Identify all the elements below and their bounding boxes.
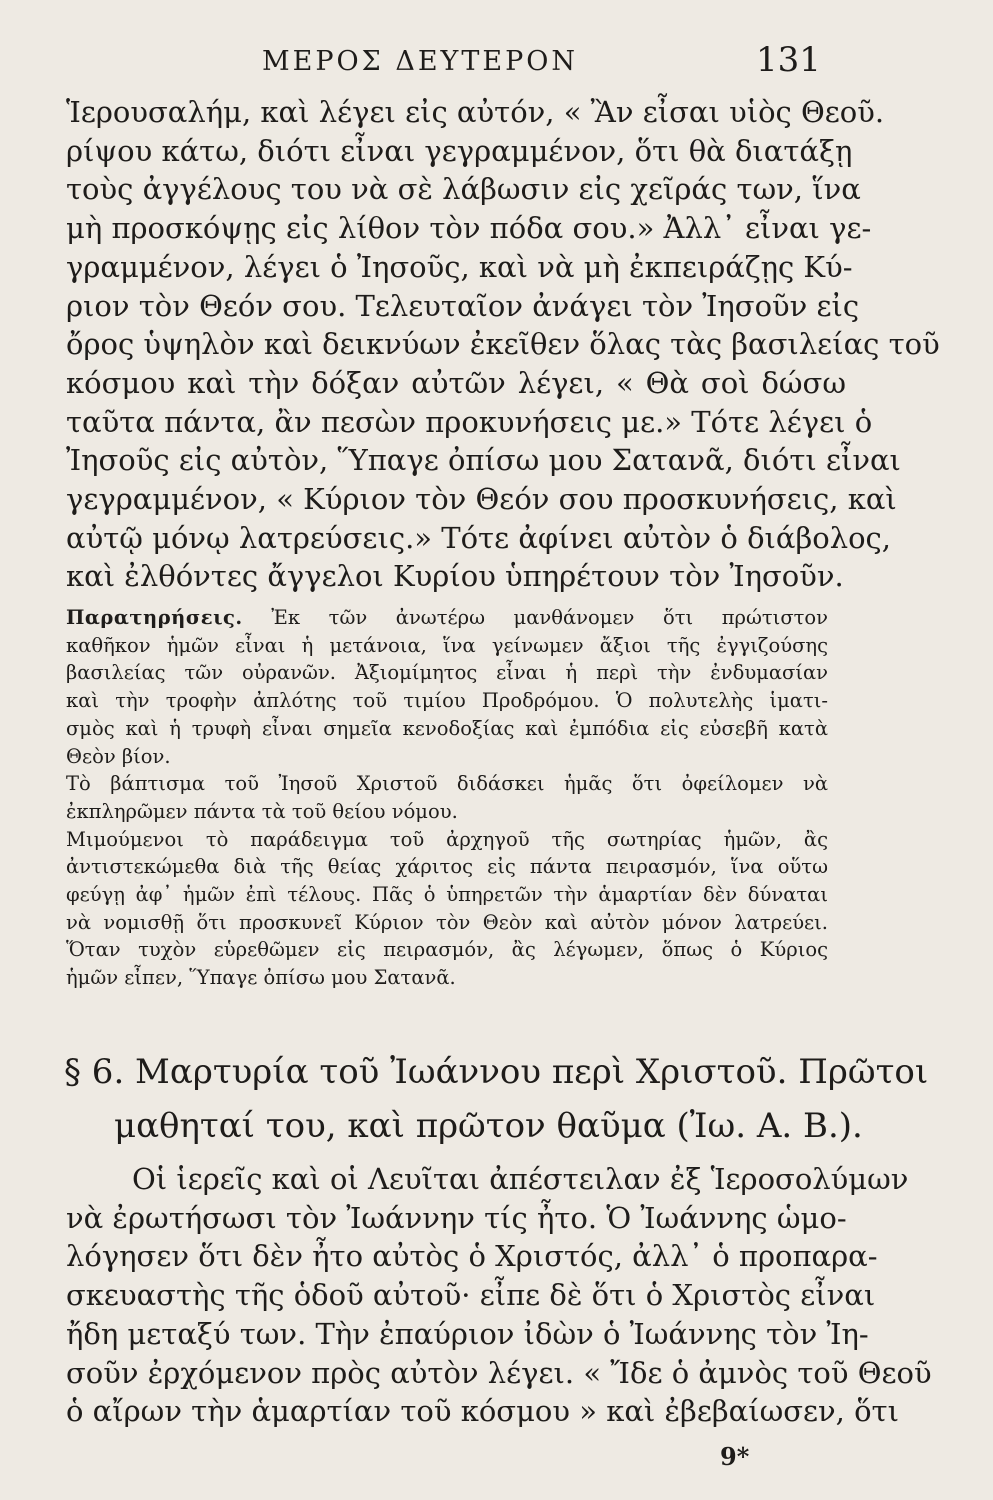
text-line: γεγραμμένον, « Κύριον τὸν Θεόν σου προσκυνήσεις, καὶ (66, 482, 897, 517)
text-line: ὄρος ὑψηλὸν καὶ δεικνύων ἐκεῖθεν ὅλας τὰς βασιλείας τοῦ (66, 327, 940, 362)
notes-line: Θεὸν βίον. (66, 744, 171, 768)
notes-line: ἐκπληρῶμεν πάντα τὰ τοῦ θείου νόμου. (66, 799, 458, 823)
notes-line: καθῆκον ἡμῶν εἶναι ἡ μετάνοια, ἵνα γείνωμεν ἄξιοι τῆς ἐγγιζούσης (66, 633, 828, 657)
text-line: Ἰησοῦς εἰς αὐτὸν, Ὕπαγε ὀπίσω μου Σατανᾶ, διότι εἶναι (66, 443, 901, 478)
notes-line: Τὸ βάπτισμα τοῦ Ἰησοῦ Χριστοῦ διδάσκει ἡμᾶς ὅτι ὀφείλομεν νὰ (66, 772, 828, 796)
text-line: Ἱερουσαλήμ, καὶ λέγει εἰς αὐτόν, « Ἂν εἶσαι υἱὸς Θεοῦ. (66, 95, 885, 129)
text-line: λόγησεν ὅτι δὲν ἦτο αὐτὸς ὁ Χριστός, ἀλλ᾽ ὁ προπαρα- (66, 1239, 878, 1274)
notes-block (66, 604, 828, 992)
text-line: κόσμου καὶ τὴν δόξαν αὐτῶν λέγει, « Θὰ σοὶ δώσω (66, 365, 846, 400)
signature-mark: 9* (720, 1442, 750, 1471)
notes-line: ἀντιστεκώμεθα διὰ τῆς θείας χάριτος εἰς πάντα πειρασμόν, ἵνα οὕτω (66, 855, 828, 879)
running-title: ΜΕΡΟΣ ΔΕΥΤΕΡΟΝ (262, 46, 579, 77)
section-heading (64, 1045, 929, 1153)
text-line: ταῦτα πάντα, ἂν πεσὼν προκυνήσεις με.» Τότε λέγει ὁ (66, 404, 873, 439)
notes-line: Ὅταν τυχὸν εὑρεθῶμεν εἰς πειρασμόν, ἂς λέγωμεν, ὅπως ὁ Κύριος (66, 938, 828, 962)
notes-line: σμὸς καὶ ἡ τρυφὴ εἶναι σημεῖα κενοδοξίας καὶ ἐμπόδια εἰς εὐσεβῆ κατὰ (66, 716, 828, 740)
notes-line: Ἐκ τῶν ἀνωτέρω μανθάνομεν ὅτι πρώτιστον (271, 606, 829, 629)
section-heading-line: μαθηταί του, καὶ πρῶτον θαῦμα (Ἰω. Α. Β.). (114, 1106, 863, 1146)
notes-label: Παρατηρήσεις. (66, 606, 243, 629)
text-line: ὁ αἴρων τὴν ἁμαρτίαν τοῦ κόσμου » καὶ ἐβεβαίωσεν, ὅτι (66, 1394, 899, 1429)
notes-first-line (66, 604, 828, 632)
text-line: Οἱ ἱερεῖς καὶ οἱ Λευῖται ἀπέστειλαν ἐξ Ἱεροσολύμων (132, 1162, 909, 1196)
text-line: μὴ προσκόψῃς εἰς λίθον τὸν πόδα σου.» Ἀλλ᾽ εἶναι γε- (66, 211, 872, 246)
notes-line: βασιλείας τῶν οὐρανῶν. Ἀξιομίμητος εἶναι ἡ περὶ τὴν ἐνδυμασίαν (66, 661, 828, 685)
page-number: 131 (756, 40, 821, 80)
text-line: αὐτῷ μόνῳ λατρεύσεις.» Τότε ἀφίνει αὐτὸν ὁ διάβολος, (66, 520, 892, 555)
notes-line: νὰ νομισθῇ ὅτι προσκυνεῖ Κύριον τὸν Θεὸν καὶ αὐτὸν μόνον λατρεύει. (66, 910, 828, 934)
text-line: ἤδη μεταξύ των. Τὴν ἐπαύριον ἰδὼν ὁ Ἰωάννης τὸν Ἰη- (66, 1316, 869, 1351)
section-text-block (66, 1160, 932, 1431)
notes-line: καὶ τὴν τροφὴν ἀπλότης τοῦ τιμίου Προδρόμου. Ὁ πολυτελὴς ἱματι- (66, 689, 828, 713)
text-line: τοὺς ἀγγέλους του νὰ σὲ λάβωσιν εἰς χεῖράς των, ἵνα (66, 172, 861, 207)
notes-line: ἡμῶν εἶπεν, Ὕπαγε ὀπίσω μου Σατανᾶ. (66, 966, 456, 990)
notes-line: φεύγῃ ἀφ᾽ ἡμῶν ἐπὶ τέλους. Πᾶς ὁ ὑπηρετῶν τὴν ἁμαρτίαν δὲν δύναται (66, 883, 828, 907)
text-line: νὰ ἐρωτήσωσι τὸν Ἰωάννην τίς ἦτο. Ὁ Ἰωάννης ὡμο- (66, 1200, 847, 1235)
text-line: σκευαστὴς τῆς ὁδοῦ αὐτοῦ· εἶπε δὲ ὅτι ὁ Χριστὸς εἶναι (66, 1278, 876, 1313)
text-line: σοῦν ἐρχόμενον πρὸς αὐτὸν λέγει. « Ἴδε ὁ ἀμνὸς τοῦ Θεοῦ (66, 1355, 932, 1390)
main-text-block (66, 93, 940, 596)
text-line: γραμμένον, λέγει ὁ Ἰησοῦς, καὶ νὰ μὴ ἐκπειράζῃς Κύ- (66, 249, 853, 284)
text-line: καὶ ἐλθόντες ἄγγελοι Κυρίου ὑπηρέτουν τὸν Ἰησοῦν. (66, 559, 844, 594)
section-heading-line: § 6. Μαρτυρία τοῦ Ἰωάννου περὶ Χριστοῦ. Πρῶτοι (64, 1052, 929, 1092)
text-line: ρίψου κάτω, διότι εἶναι γεγραμμένον, ὅτι θὰ διατάξῃ (66, 133, 853, 168)
notes-line: Μιμούμενοι τὸ παράδειγμα τοῦ ἀρχηγοῦ τῆς σωτηρίας ἡμῶν, ἂς (66, 827, 828, 851)
text-line: ριον τὸν Θεόν σου. Τελευταῖον ἀνάγει τὸν Ἰησοῦν εἰς (66, 288, 860, 323)
